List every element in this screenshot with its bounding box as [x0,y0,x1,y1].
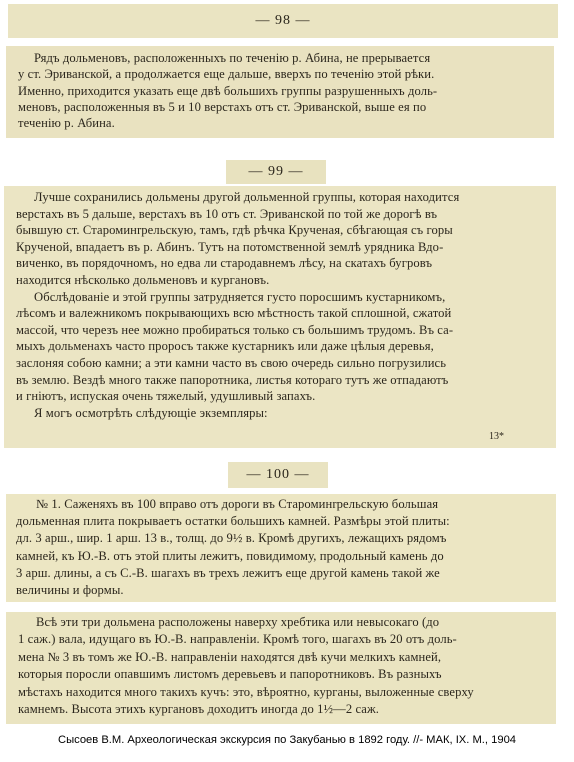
source-citation: Сысоев В.М. Археологическая экскурсия по Закубанью в 1892 году. //- МАК, IX. М., 1904 [57,734,517,746]
text-line: заслоняя собою камни; а эти камни часто въ свою очередь сильно погрузились [16,355,447,370]
text-fragment-98 [6,46,554,138]
text-line: мѣстахъ находится много такихъ кучъ: это, вѣроятно, курганы, выложенные сверху [18,684,474,699]
text-line: массой, что черезъ нее можно пробираться только съ большимъ трудомъ. Въ са- [16,322,454,337]
text-line: величины и формы. [16,583,124,598]
text-fragment-100 [6,494,556,602]
page-number-100: — 100 — [246,467,310,482]
text-line: меновъ, расположенныя въ 5 и 10 верстахъ отъ ст. Эриванской, выше ея по [18,99,427,114]
text-line: Именно, приходится указать еще двѣ большихъ группы разрушенныхъ доль- [18,83,438,98]
text-line: 1 саж.) вала, идущаго въ Ю.-В. направленіи. Кромѣ того, шагахъ въ 20 отъ доль- [18,632,457,647]
page-number-strip-98 [8,4,558,38]
text-line: которыя поросли опавшимъ листомъ деревьевъ и папоротниковъ. Въ разныхъ [18,667,442,682]
text-line: Всѣ эти три дольмена расположены наверху хребтика или невысокаго (до [36,615,440,629]
text-fragment-continuation [6,612,556,724]
page-number-strip-99 [226,160,326,184]
text-line: Рядъ дольменовъ, расположенныхъ по теченію р. Абина, не прерывается [34,51,431,65]
paragraph-99 [16,189,556,421]
text-fragment-99 [4,186,556,448]
text-line: лѣсомъ и валежникомъ покрывающихъ всю мѣстность такой сплошной, сжатой [16,306,452,321]
text-line: теченію р. Абина. [18,116,115,131]
text-line: Обслѣдованіе и этой группы затрудняется густо поросшимъ кустарникомъ, [34,289,446,304]
page-number-strip-100 [228,462,328,488]
text-line: мена № 3 въ томъ же Ю.-В. направленіи находятся двѣ кучи мелкихъ камней, [18,649,442,664]
page-number-98: — 98 — [255,13,311,28]
signature-mark: 13* [489,431,504,442]
text-line: мыхъ дольменахъ часто проросъ также кустарникъ или даже цѣлыя деревья, [16,339,434,354]
text-line: и гніютъ, испуская очень тяжелый, удушливый запахъ. [16,389,316,404]
text-line: виченко, въ порядочномъ, но едва ли стародавнемъ лѣсу, на скатахъ бугровъ [16,256,433,271]
text-line: 3 арш. длины, а съ С.-В. шагахъ въ трехъ лежитъ еще другой камень такой же [16,565,440,580]
text-line: Лучше сохранились дольмены другой дольменной группы, которая находится [34,190,460,204]
page-number-99: — 99 — [248,164,304,179]
text-line: дл. 3 арш., шир. 1 арш. 13 в., толщ. до 9½ в. Кромѣ другихъ, лежащихъ рядомъ [16,531,447,546]
text-line: № 1. Саженяхъ въ 100 вправо отъ дороги въ Староминrрельскую большая [36,497,439,511]
text-line: у ст. Эриванской, а продолжается еще дальше, вверхъ по теченію этой рѣки. [18,67,435,82]
text-line: Я могъ осмотрѣть слѣдующіе экземпляры: [34,405,268,420]
paragraph-100 [16,496,556,599]
text-line: дольменная плита покрываетъ остатки большихъ камней. Размѣры этой плиты: [16,514,450,529]
text-line: находится нѣсколько дольменовъ и кургановъ. [16,272,270,287]
paragraph-continuation [18,614,556,718]
text-line: Крученой, впадаетъ въ р. Абинъ. Тутъ на потомственной землѣ урядника Вдо- [16,239,444,254]
paragraph-98 [18,50,554,131]
text-line: камней, къ Ю.-В. отъ этой плиты лежитъ, повидимому, продольный камень до [16,548,444,563]
text-line: бывшую ст. Староминrрельскую, тамъ, гдѣ рѣчка Крученая, сбѣгающая съ горы [16,223,453,238]
text-line: верстахъ въ 5 дальше, верстахъ въ 10 отъ ст. Эриванской по той же дорогѣ въ [16,206,438,221]
text-line: въ землю. Вездѣ много также папоротника, листья котораго тутъ же отпадаютъ [16,372,449,387]
text-line: камнемъ. Высота этихъ кургановъ доходитъ иногда до 1½—2 саж. [18,702,380,717]
